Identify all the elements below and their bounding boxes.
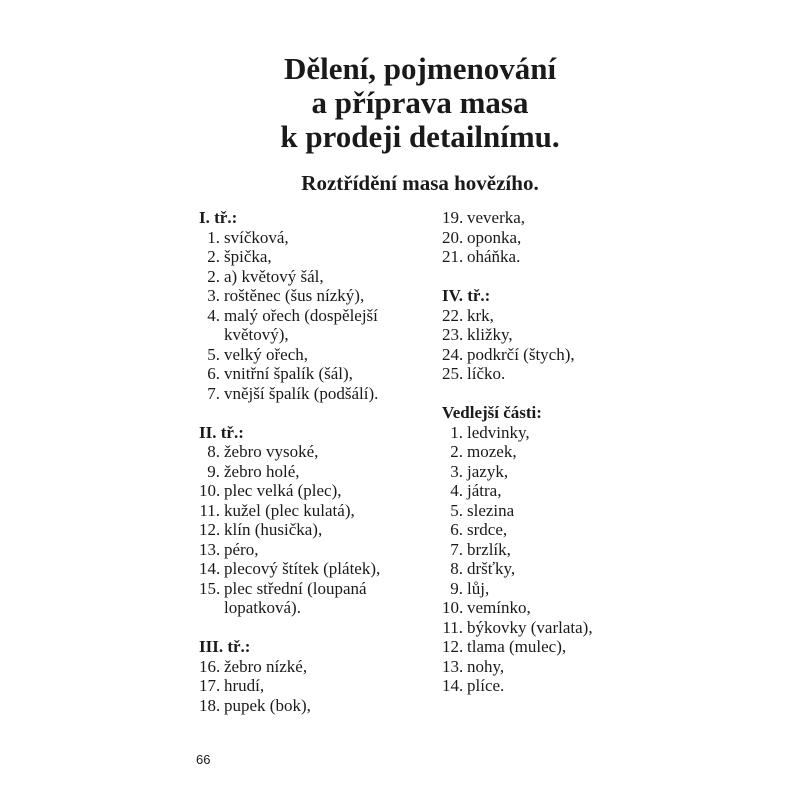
title-line-3: k prodeji detailnímu. [280,119,560,154]
item-text: špička, [224,247,272,266]
item-number: 2. [207,266,220,286]
category-heading: II. tř.: [199,422,244,442]
item-number: 5. [207,344,220,364]
item-text: pupek (bok), [224,695,311,715]
item-number: 10. [199,481,221,500]
item-text: plíce. [467,676,505,695]
item-number: 5. [450,500,463,520]
list-item [442,462,642,482]
item-text: roštěnec (šus nízký), [224,286,365,305]
list-item [199,306,424,345]
item-text: jazyk, [467,461,509,481]
title-line-2: a příprava masa [311,85,529,120]
category-group [199,208,424,403]
item-text: velký ořech, [224,344,309,364]
list-item [442,559,642,579]
list-item [199,267,424,287]
category-group [442,208,642,267]
item-text: vnější špalík (podšálí). [224,383,379,403]
category-group [199,423,424,618]
item-number: 7. [207,383,220,403]
item-text: býkovky (varlata), [467,617,593,637]
list-item [199,540,424,560]
page-title [200,52,640,154]
title-line-1: Dělení, pojmenování [283,51,557,86]
list-item [442,325,642,345]
item-text: péro, [224,539,259,559]
item-text: slezina [467,500,515,520]
item-number: 4. [207,305,220,325]
item-text: svíčková, [224,227,289,247]
item-text: ledvinky, [467,422,530,442]
category-heading: I. tř.: [199,208,238,227]
item-number: 17. [199,676,221,695]
item-number: 15. [199,578,221,598]
item-text: líčko. [467,364,506,383]
item-text: veverka, [467,208,526,227]
list-item [442,676,642,696]
item-text-line: květový), [224,325,289,344]
item-text: žebro nízké, [224,656,308,676]
item-number: 2. [450,442,463,461]
item-text: mozek, [467,442,517,461]
list-item [199,228,424,248]
item-number: 16. [199,656,221,676]
left-column [199,208,424,735]
item-text: hrudí, [224,676,265,695]
list-item [199,286,424,306]
item-number: 11. [199,500,220,520]
item-number: 24. [442,344,464,364]
list-item [442,364,642,384]
item-text: tlama (mulec), [467,637,567,656]
item-text: krk, [467,305,494,325]
item-number: 3. [450,461,463,481]
list-item [199,559,424,579]
list-item [199,579,424,618]
list-item [442,579,642,599]
item-number: 9. [207,461,220,481]
list-item [442,501,642,521]
right-column [442,208,642,715]
item-number: 14. [199,559,221,578]
category-group [442,403,642,696]
category-group [442,286,642,384]
item-text: játra, [467,481,502,500]
item-text: nohy, [467,656,505,676]
item-number: 8. [450,559,463,578]
list-item [442,540,642,560]
item-text: dršťky, [467,559,516,578]
category-heading: Vedlejší části: [442,403,542,422]
item-text: a) květový šál, [224,266,324,286]
item-number: 21. [442,247,464,266]
list-item [442,598,642,618]
item-text: klín (husička), [224,520,323,539]
item-number: 12. [442,637,464,656]
item-number: 12. [199,520,221,539]
item-text [224,306,378,345]
item-text: kližky, [467,325,513,344]
item-text: lůj, [467,578,490,598]
item-number: 25. [442,364,464,383]
section-subtitle: Roztřídění masa hovězího. [301,171,539,195]
item-number: 1. [450,422,463,442]
list-item [442,637,642,657]
item-text: kužel (plec kulatá), [224,500,355,520]
list-item [442,481,642,501]
item-number: 19. [442,208,464,227]
item-number: 6. [450,520,463,539]
list-item [442,228,642,248]
item-text: vnitřní špalík (šál), [224,364,353,383]
item-number: 14. [442,676,464,695]
list-item [199,345,424,365]
list-item [199,364,424,384]
list-item [442,345,642,365]
item-text: oháňka. [467,247,521,266]
list-item [442,618,642,638]
list-item [199,676,424,696]
list-item [199,384,424,404]
item-text: plec velká (plec), [224,481,342,500]
item-text-line: lopatková). [224,598,301,617]
item-number: 13. [199,539,221,559]
list-item [199,462,424,482]
item-text: srdce, [467,520,508,539]
list-item [442,442,642,462]
item-text [224,579,367,618]
item-number: 22. [442,305,464,325]
item-text: vemínko, [467,598,531,617]
item-text-line: malý ořech (dospělejší [224,305,378,325]
item-text: žebro vysoké, [224,442,319,461]
list-item [199,657,424,677]
item-number: 6. [207,364,220,383]
list-item [442,423,642,443]
item-text: žebro holé, [224,461,300,481]
item-number: 1. [207,227,220,247]
category-heading: IV. tř.: [442,286,491,305]
list-item [199,247,424,267]
item-number: 20. [442,227,464,247]
list-item [199,481,424,501]
list-item [442,306,642,326]
page-number: 66 [196,752,211,767]
item-number: 7. [450,539,463,559]
item-text: brzlík, [467,539,511,559]
list-item [199,696,424,716]
list-item [442,208,642,228]
list-item [199,442,424,462]
item-number: 18. [199,695,221,715]
list-item [442,657,642,677]
item-text-line: plec střední (loupaná [224,578,367,598]
item-number: 8. [207,442,220,461]
item-text: podkrčí (štych), [467,344,575,364]
list-item [199,501,424,521]
item-number: 2. [207,247,220,266]
item-text: plecový štítek (plátek), [224,559,381,578]
list-item [199,520,424,540]
item-number: 23. [442,325,464,344]
item-number: 11. [442,617,463,637]
item-number: 9. [450,578,463,598]
item-text: oponka, [467,227,522,247]
item-number: 13. [442,656,464,676]
item-number: 4. [450,481,463,500]
list-item [442,520,642,540]
item-number: 10. [442,598,464,617]
category-heading: III. tř.: [199,637,251,656]
category-group [199,637,424,715]
item-number: 3. [207,286,220,305]
list-item [442,247,642,267]
